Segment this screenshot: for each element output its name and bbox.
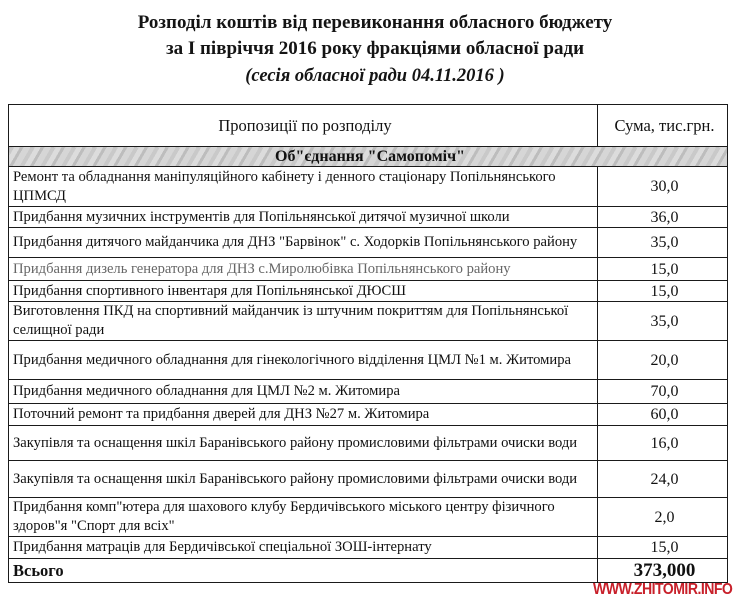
row-description: Придбання дитячого майданчика для ДНЗ "Барвінок" с. Ходорків Попільнянського району bbox=[9, 228, 598, 258]
table-row bbox=[9, 258, 728, 281]
row-description: Придбання медичного обладнання для гінекологічного відділення ЦМЛ №1 м. Житомира bbox=[9, 341, 598, 380]
row-amount: 35,0 bbox=[598, 228, 728, 258]
table-row bbox=[9, 302, 728, 341]
document-title-line-1: Розподіл коштів від перевиконання обласного бюджету bbox=[137, 12, 613, 33]
table-row bbox=[9, 498, 728, 537]
table-row bbox=[9, 167, 728, 207]
document-title-line-2: за І півріччя 2016 року фракціями обласної ради bbox=[165, 38, 585, 59]
row-amount: 15,0 bbox=[598, 281, 728, 302]
row-amount: 16,0 bbox=[598, 426, 728, 461]
table-row bbox=[9, 380, 728, 404]
row-description: Ремонт та обладнання маніпуляційного кабінету і денного стаціонару Попільнянського ЦПМСД bbox=[9, 167, 598, 207]
table-row bbox=[9, 537, 728, 559]
row-description: Закупівля та оснащення шкіл Баранівського району промисловими фільтрами очиски води bbox=[9, 461, 598, 498]
row-description: Придбання матраців для Бердичівської спеціальної ЗОШ-інтернату bbox=[9, 537, 598, 559]
group-name: Об"єднання "Самопоміч" bbox=[9, 147, 728, 167]
site-watermark: WWW.ZHITOMIR.INFO bbox=[593, 581, 733, 598]
row-description: Поточний ремонт та придбання дверей для ДНЗ №27 м. Житомира bbox=[9, 404, 598, 426]
row-amount: 70,0 bbox=[598, 380, 728, 404]
row-amount: 15,0 bbox=[598, 537, 728, 559]
header-amount: Сума, тис.грн. bbox=[598, 105, 728, 147]
row-description: Придбання медичного обладнання для ЦМЛ №2 м. Житомира bbox=[9, 380, 598, 404]
row-description: Придбання комп"ютера для шахового клубу Бердичівського міського центру фізичного здоров"я "Спорт для всіх" bbox=[9, 498, 598, 537]
row-description: Закупівля та оснащення шкіл Баранівського району промисловими фільтрами очиски води bbox=[9, 426, 598, 461]
table-row bbox=[9, 426, 728, 461]
total-label: Всього bbox=[9, 559, 598, 583]
total-amount: 373,000 bbox=[598, 559, 728, 583]
table-row bbox=[9, 207, 728, 228]
table-header-row bbox=[9, 105, 728, 147]
row-amount: 2,0 bbox=[598, 498, 728, 537]
row-amount: 30,0 bbox=[598, 167, 728, 207]
row-amount: 60,0 bbox=[598, 404, 728, 426]
row-amount: 35,0 bbox=[598, 302, 728, 341]
row-amount: 24,0 bbox=[598, 461, 728, 498]
row-description: Придбання музичних інструментів для Попільнянської дитячої музичної школи bbox=[9, 207, 598, 228]
document-subtitle: (сесія обласної ради 04.11.2016 ) bbox=[245, 66, 505, 86]
table-row bbox=[9, 228, 728, 258]
row-description: Придбання дизель генератора для ДНЗ с.Миролюбівка Попільнянського району bbox=[9, 258, 598, 281]
row-description: Придбання спортивного інвентаря для Попільнянської ДЮСШ bbox=[9, 281, 598, 302]
row-amount: 15,0 bbox=[598, 258, 728, 281]
row-amount: 20,0 bbox=[598, 341, 728, 380]
row-amount: 36,0 bbox=[598, 207, 728, 228]
row-description: Виготовлення ПКД на спортивний майданчик із штучним покриттям для Попільнянської селищної ради bbox=[9, 302, 598, 341]
table-row bbox=[9, 404, 728, 426]
table-row bbox=[9, 281, 728, 302]
budget-allocation-table bbox=[8, 104, 728, 583]
group-row bbox=[9, 147, 728, 167]
total-row bbox=[9, 559, 728, 583]
table-row bbox=[9, 341, 728, 380]
header-proposal: Пропозиції по розподілу bbox=[9, 105, 598, 147]
table-row bbox=[9, 461, 728, 498]
